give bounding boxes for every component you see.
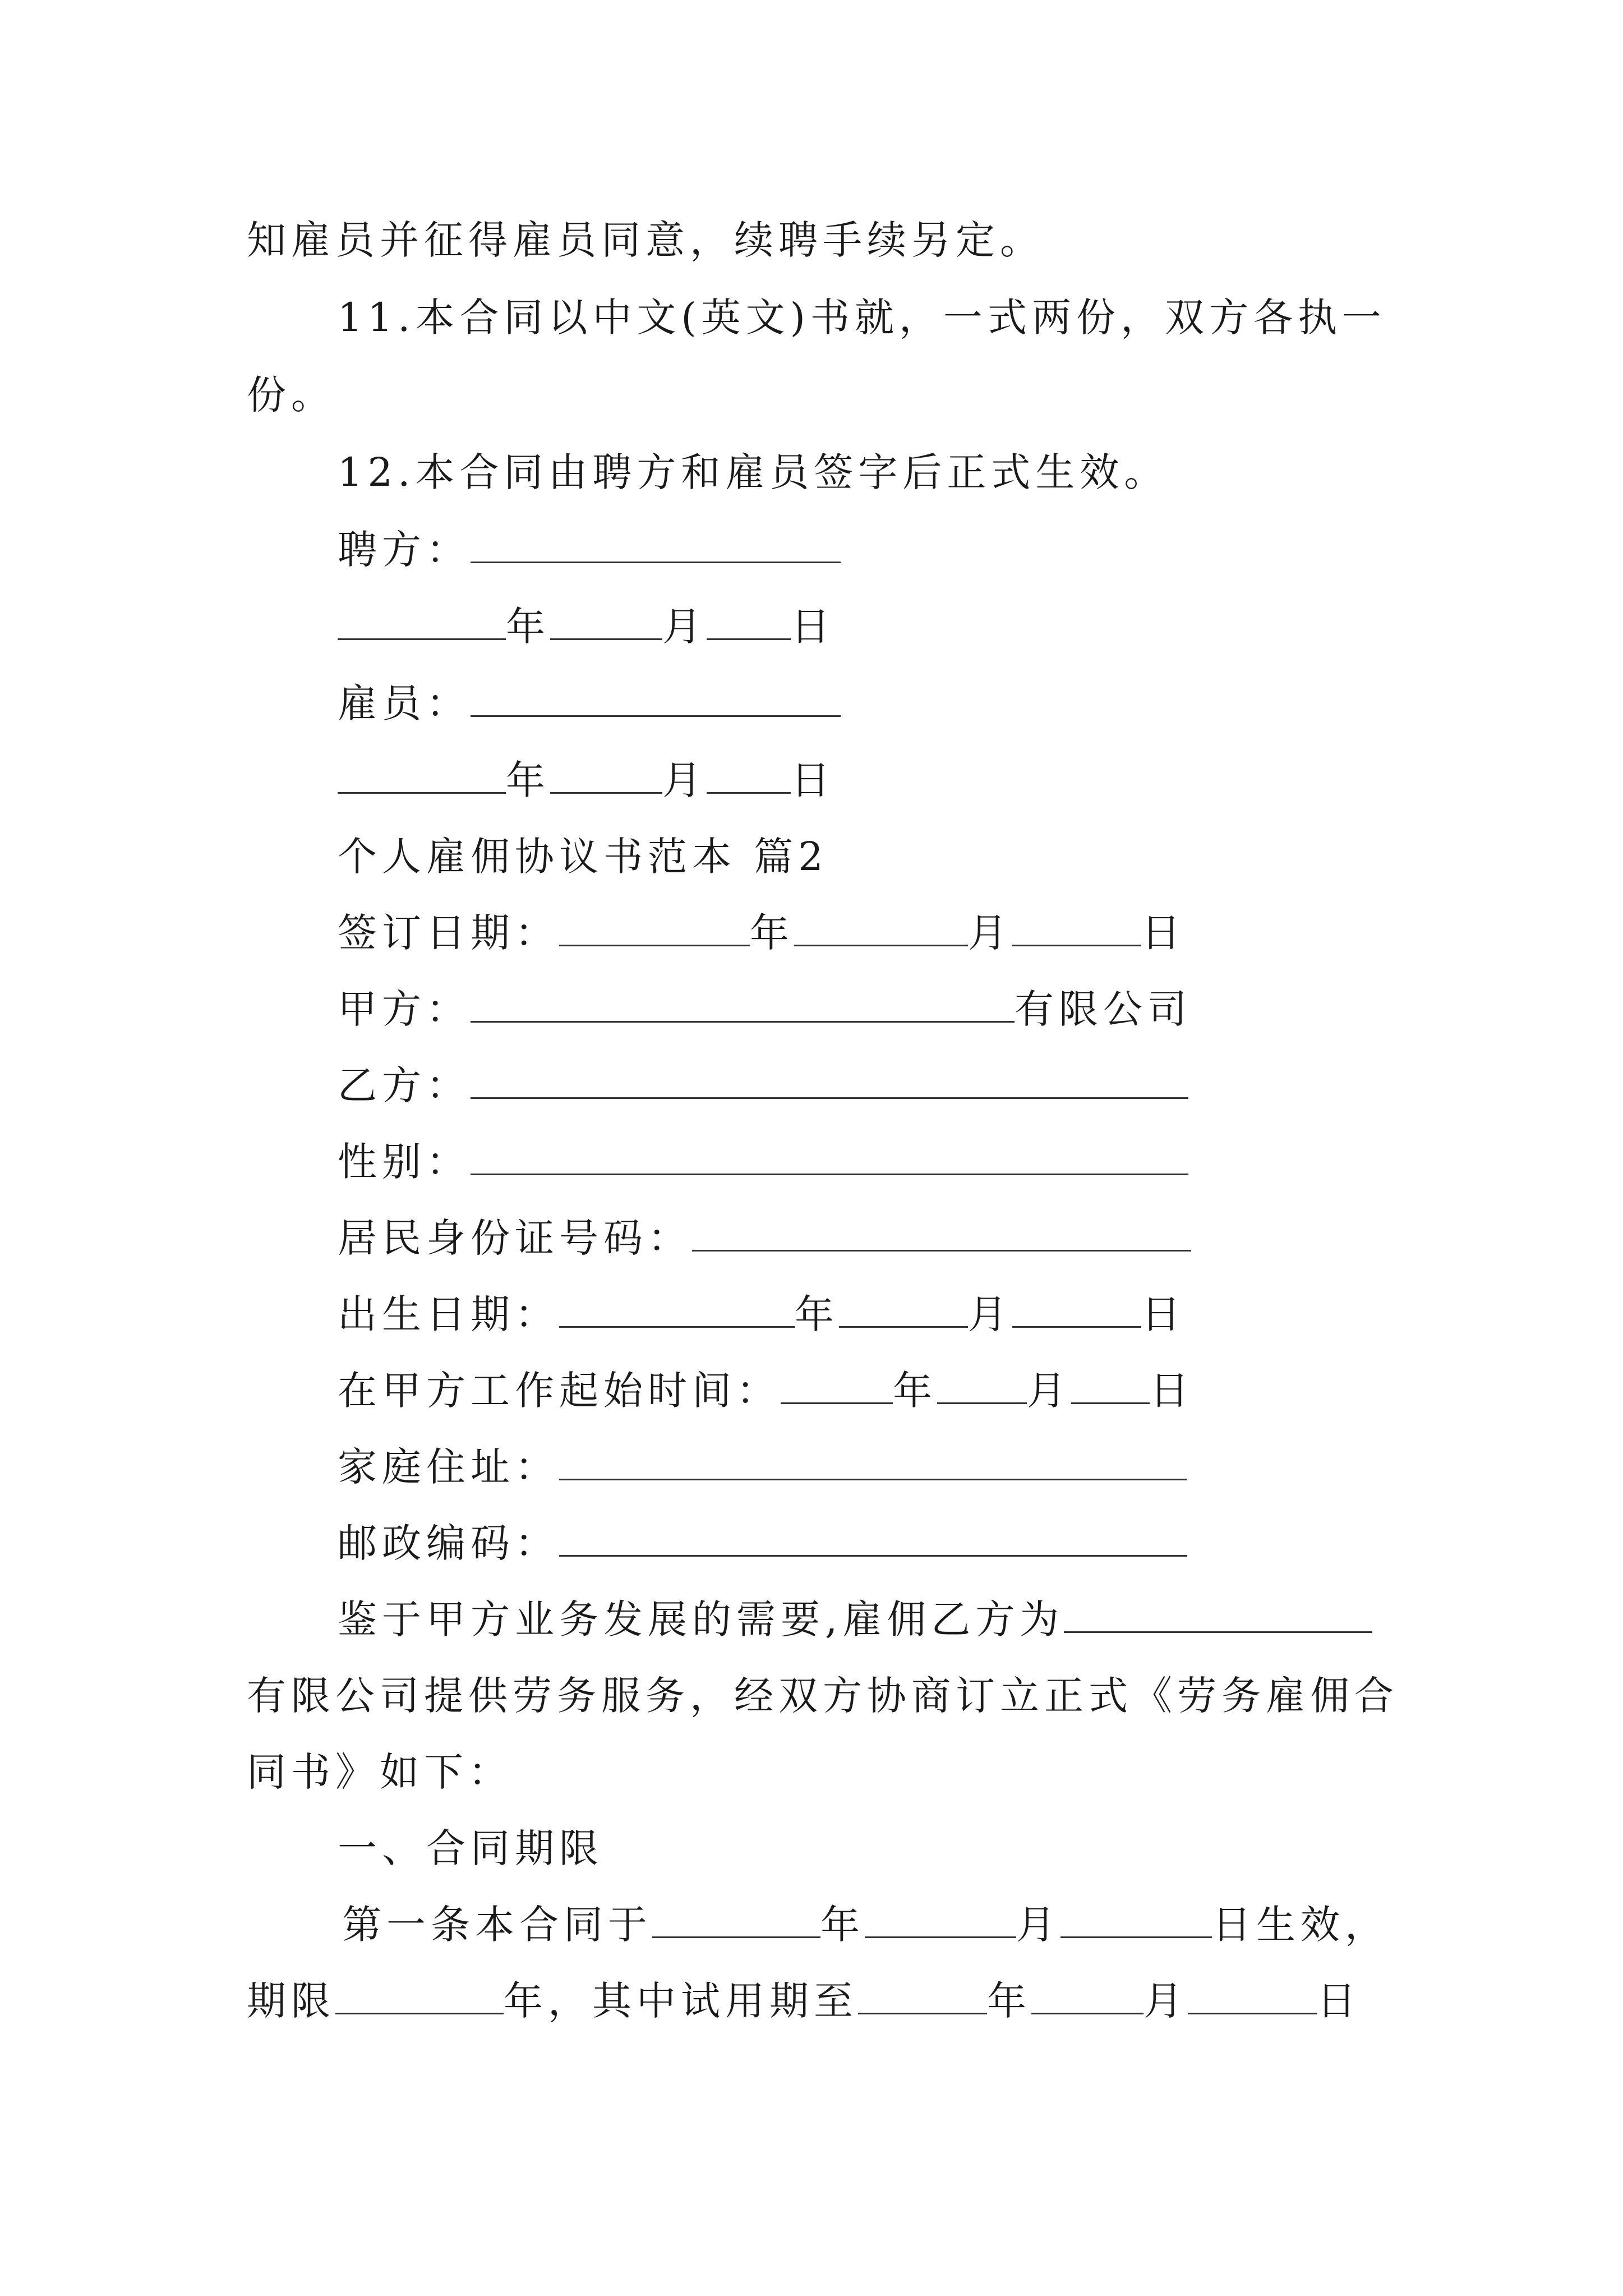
employer-signature-field[interactable] bbox=[471, 530, 841, 563]
month-field[interactable] bbox=[794, 913, 968, 946]
year-label: 年 bbox=[820, 1902, 865, 1948]
party-a-label: 甲方： bbox=[338, 986, 471, 1032]
paragraph-text: 鉴于甲方业务发展的需要,雇佣乙方为 bbox=[338, 1596, 1064, 1642]
year-field[interactable] bbox=[559, 913, 750, 946]
id-number-row bbox=[338, 1215, 1191, 1261]
postcode-row bbox=[338, 1520, 1187, 1566]
day-field[interactable] bbox=[1012, 913, 1141, 946]
start-time-label: 在甲方工作起始时间： bbox=[338, 1368, 781, 1414]
year-field[interactable] bbox=[652, 1905, 820, 1938]
text-line: 知雇员并征得雇员同意，续聘手续另定。 bbox=[247, 217, 1044, 263]
sign-date-row bbox=[338, 910, 1186, 956]
date-row bbox=[338, 604, 835, 650]
paragraph-line: 有限公司提供劳务服务，经双方协商订立正式《劳务雇佣合 bbox=[247, 1673, 1399, 1719]
employee-signature-field[interactable] bbox=[471, 684, 841, 717]
day-label: 日 bbox=[1317, 1978, 1361, 2024]
day-field[interactable] bbox=[1071, 1371, 1150, 1404]
month-label: 月 bbox=[662, 604, 707, 650]
party-b-label: 乙方： bbox=[338, 1062, 471, 1108]
start-time-row bbox=[338, 1368, 1194, 1414]
id-number-field[interactable] bbox=[692, 1218, 1191, 1251]
gender-field[interactable] bbox=[471, 1142, 1188, 1175]
day-label: 日 bbox=[791, 757, 835, 803]
term-years-field[interactable] bbox=[335, 1981, 504, 2014]
employee-label: 雇员： bbox=[338, 680, 471, 726]
address-row bbox=[338, 1444, 1187, 1490]
postcode-field[interactable] bbox=[559, 1524, 1187, 1557]
gender-label: 性别： bbox=[338, 1139, 471, 1185]
month-field[interactable] bbox=[550, 607, 662, 640]
day-field[interactable] bbox=[1012, 1295, 1141, 1328]
day-label: 日 bbox=[1141, 1291, 1186, 1337]
text-line: 份。 bbox=[247, 372, 335, 418]
text-line: 12.本合同由聘方和雇员签字后正式生效。 bbox=[338, 449, 1169, 495]
article-line bbox=[247, 1978, 1361, 2024]
postcode-label: 邮政编码： bbox=[338, 1520, 559, 1566]
day-field[interactable] bbox=[1061, 1905, 1212, 1938]
year-field[interactable] bbox=[338, 607, 506, 640]
day-label: 日 bbox=[791, 604, 835, 650]
id-number-label: 居民身份证号码： bbox=[338, 1215, 692, 1261]
year-label: 年 bbox=[795, 1291, 839, 1337]
day-field[interactable] bbox=[707, 607, 791, 640]
section-title: 个人雇佣协议书范本 篇2 bbox=[338, 834, 828, 880]
text-line: 11.本合同以中文(英文)书就，一式两份，双方各执一 bbox=[338, 295, 1386, 341]
year-label: 年 bbox=[506, 757, 550, 803]
article-text: 期限 bbox=[247, 1978, 335, 2024]
term-heading: 一、合同期限 bbox=[338, 1825, 603, 1871]
company-field[interactable] bbox=[1064, 1600, 1372, 1633]
month-field[interactable] bbox=[839, 1295, 968, 1328]
birth-date-row bbox=[338, 1291, 1186, 1337]
year-field[interactable] bbox=[781, 1371, 893, 1404]
year-label: 年 bbox=[893, 1368, 937, 1414]
month-field[interactable] bbox=[550, 761, 662, 794]
address-label: 家庭住址： bbox=[338, 1444, 559, 1490]
month-label: 月 bbox=[662, 757, 707, 803]
month-label: 月 bbox=[1027, 1368, 1071, 1414]
month-label: 月 bbox=[1144, 1978, 1188, 2024]
year-label: 年 bbox=[750, 910, 794, 956]
month-field[interactable] bbox=[865, 1905, 1016, 1938]
party-b-row bbox=[338, 1062, 1188, 1108]
sign-date-label: 签订日期： bbox=[338, 910, 559, 956]
month-label: 月 bbox=[1016, 1902, 1061, 1948]
employer-signature-row bbox=[338, 527, 841, 573]
year-field[interactable] bbox=[338, 761, 506, 794]
article-line bbox=[342, 1902, 1389, 1948]
date-row bbox=[338, 757, 835, 803]
day-field[interactable] bbox=[1188, 1981, 1317, 2014]
party-a-row bbox=[338, 986, 1192, 1032]
month-label: 月 bbox=[968, 1291, 1012, 1337]
month-field[interactable] bbox=[1031, 1981, 1144, 2014]
day-label: 日 bbox=[1141, 910, 1186, 956]
party-b-field[interactable] bbox=[471, 1066, 1188, 1099]
month-field[interactable] bbox=[937, 1371, 1027, 1404]
article-text: 日生效， bbox=[1212, 1902, 1389, 1948]
paragraph-line: 同书》如下： bbox=[247, 1749, 513, 1795]
gender-row bbox=[338, 1139, 1188, 1185]
year-field[interactable] bbox=[858, 1981, 987, 2014]
day-field[interactable] bbox=[707, 761, 791, 794]
address-field[interactable] bbox=[559, 1447, 1187, 1480]
birth-date-label: 出生日期： bbox=[338, 1291, 559, 1337]
day-label: 日 bbox=[1150, 1368, 1194, 1414]
article-text: 年，其中试用期至 bbox=[504, 1978, 858, 2024]
employer-label: 聘方： bbox=[338, 527, 471, 573]
employee-signature-row bbox=[338, 680, 841, 726]
month-label: 月 bbox=[968, 910, 1012, 956]
party-a-field[interactable] bbox=[471, 990, 1015, 1023]
year-label: 年 bbox=[987, 1978, 1031, 2024]
party-a-suffix: 有限公司 bbox=[1015, 986, 1192, 1032]
article-text: 第一条本合同于 bbox=[342, 1902, 652, 1948]
year-label: 年 bbox=[506, 604, 550, 650]
year-field[interactable] bbox=[559, 1295, 795, 1328]
paragraph-line bbox=[338, 1596, 1372, 1642]
